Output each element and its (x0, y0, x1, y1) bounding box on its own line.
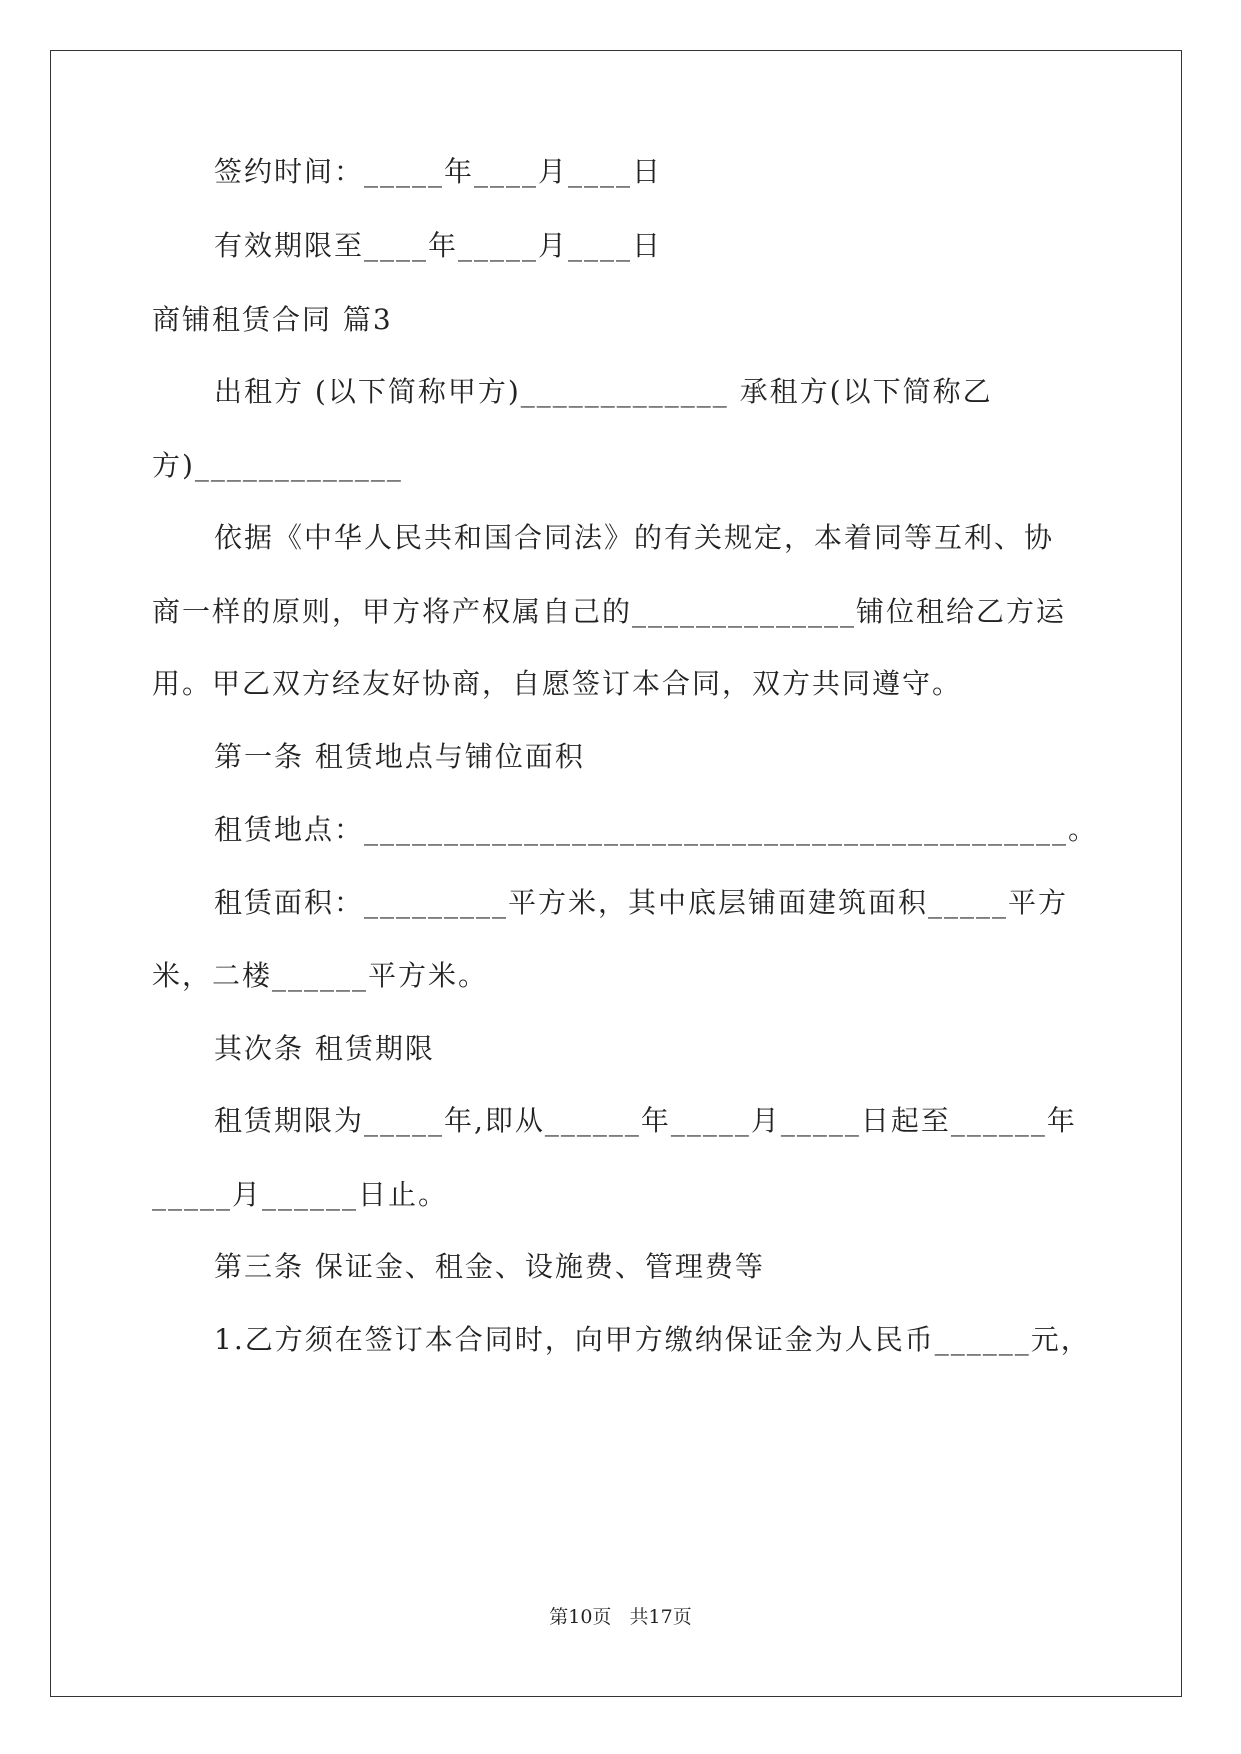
page-number-footer: 第10页 共17页 (549, 1606, 692, 1628)
signing-date-line: 签约时间：_____年____月____日 (214, 155, 663, 188)
article-3-heading: 第三条 保证金、租金、设施费、管理费等 (214, 1250, 765, 1283)
lease-term-line: 租赁期限为_____年,即从______年_____月_____日起至______年 (214, 1104, 1077, 1137)
lease-area-line-continued: 米，二楼______平方米。 (152, 959, 489, 992)
parties-line: 出租方 (以下简称甲方)_____________ 承租方(以下简称乙 (214, 375, 993, 408)
preamble-line-2: 商一样的原则，甲方将产权属自己的______________铺位租给乙方运 (152, 595, 1067, 628)
deposit-clause-line: 1.乙方须在签订本合同时，向甲方缴纳保证金为人民币______元， (214, 1323, 1091, 1356)
section-title: 商铺租赁合同 篇3 (152, 303, 393, 336)
lease-term-line-continued: _____月______日止。 (152, 1178, 449, 1211)
lease-area-line: 租赁面积：_________平方米，其中底层铺面建筑面积_____平方 (214, 886, 1069, 919)
parties-line-continued: 方)_____________ (152, 449, 403, 482)
article-2-heading: 其次条 租赁期限 (214, 1032, 435, 1065)
page-border (50, 50, 1182, 1697)
lease-location-line: 租赁地点：____________________________________________。 (214, 813, 1099, 846)
preamble-line-3: 用。甲乙双方经友好协商，自愿签订本合同，双方共同遵守。 (152, 667, 963, 700)
validity-date-line: 有效期限至____年_____月____日 (214, 229, 663, 262)
article-1-heading: 第一条 租赁地点与铺位面积 (214, 740, 585, 773)
preamble-line-1: 依据《中华人民共和国合同法》的有关规定，本着同等互利、协 (214, 521, 1055, 554)
